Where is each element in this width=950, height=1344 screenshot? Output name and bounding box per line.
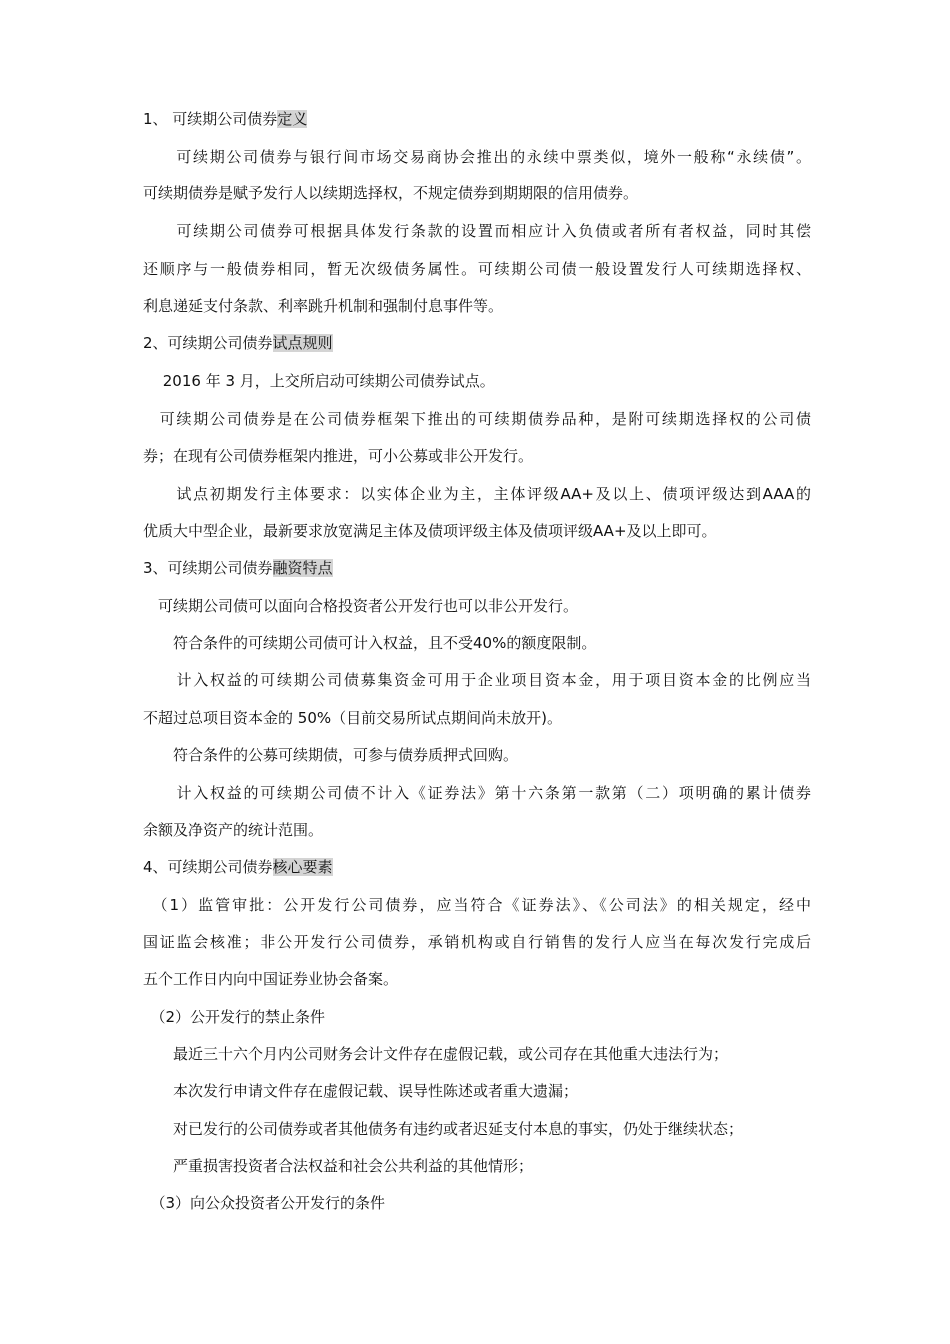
section-heading-1: 1、 可续期公司债券定义 bbox=[143, 110, 308, 128]
paragraph-line: 余额及净资产的统计范围。 bbox=[143, 821, 324, 839]
paragraph-line: （2）公开发行的禁止条件 bbox=[143, 1008, 326, 1026]
paragraph-line: 计入权益的可续期公司债募集资金可用于企业项目资本金，用于项目资本金的比例应当 bbox=[143, 671, 811, 689]
paragraph-line: 符合条件的公募可续期债，可参与债券质押式回购。 bbox=[143, 746, 519, 764]
paragraph-line: 国证监会核准；非公开发行公司债券，承销机构或自行销售的发行人应当在每次发行完成后 bbox=[143, 933, 811, 951]
paragraph-line: 利息递延支付条款、利率跳升机制和强制付息事件等。 bbox=[143, 297, 504, 315]
paragraph-line: 可续期公司债券与银行间市场交易商协会推出的永续中票类似，境外一般称“永续债”。 bbox=[143, 148, 811, 166]
paragraph-line: 可续期公司债券可根据具体发行条款的设置而相应计入负债或者所有者权益，同时其偿 bbox=[143, 222, 811, 240]
paragraph-line: 对已发行的公司债券或者其他债务有违约或者迟延支付本息的事实，仍处于继续状态； bbox=[143, 1120, 744, 1138]
paragraph-line: 优质大中型企业，最新要求放宽满足主体及债项评级主体及债项评级AA+及以上即可。 bbox=[143, 522, 717, 540]
paragraph-line: 券；在现有公司债券框架内推进，可小公募或非公开发行。 bbox=[143, 447, 534, 465]
section-heading-4: 4、可续期公司债券核心要素 bbox=[143, 858, 333, 876]
paragraph-line: 可续期债券是赋予发行人以续期选择权，不规定债券到期期限的信用债券。 bbox=[143, 184, 639, 202]
paragraph-line: （1）监管审批：公开发行公司债券，应当符合《证券法》、《公司法》的相关规定，经中 bbox=[143, 896, 811, 914]
paragraph-line: 还顺序与一般债券相同，暂无次级债务属性。可续期公司债一般设置发行人可续期选择权、 bbox=[143, 260, 811, 278]
section-heading-3: 3、可续期公司债券融资特点 bbox=[143, 559, 333, 577]
paragraph-line: 可续期公司债券是在公司债券框架下推出的可续期债券品种，是附可续期选择权的公司债 bbox=[143, 410, 811, 428]
paragraph-line: 可续期公司债可以面向合格投资者公开发行也可以非公开发行。 bbox=[143, 597, 579, 615]
heading-highlight: 试点规则 bbox=[272, 334, 333, 352]
paragraph-line: 五个工作日内向中国证券业协会备案。 bbox=[143, 970, 399, 988]
paragraph-line: 不超过总项目资本金的 50%（目前交易所试点期间尚未放开)。 bbox=[143, 709, 562, 727]
paragraph-line: 2016 年 3 月，上交所启动可续期公司债券试点。 bbox=[143, 372, 495, 390]
section-heading-2: 2、可续期公司债券试点规则 bbox=[143, 334, 333, 352]
paragraph-line: 本次发行申请文件存在虚假记载、误导性陈述或者重大遗漏； bbox=[143, 1082, 579, 1100]
heading-highlight: 核心要素 bbox=[272, 858, 333, 876]
paragraph-line: 严重损害投资者合法权益和社会公共利益的其他情形； bbox=[143, 1157, 534, 1175]
paragraph-line: 计入权益的可续期公司债不计入《证券法》第十六条第一款第（二）项明确的累计债券 bbox=[143, 784, 811, 802]
paragraph-line: （3）向公众投资者公开发行的条件 bbox=[143, 1194, 386, 1212]
paragraph-line: 符合条件的可续期公司债可计入权益，且不受40%的额度限制。 bbox=[143, 634, 597, 652]
heading-highlight: 融资特点 bbox=[272, 559, 333, 577]
paragraph-line: 试点初期发行主体要求：以实体企业为主，主体评级AA+及以上、债项评级达到AAA的 bbox=[143, 485, 811, 503]
heading-highlight: 定义 bbox=[277, 110, 308, 128]
paragraph-line: 最近三十六个月内公司财务会计文件存在虚假记载，或公司存在其他重大违法行为； bbox=[143, 1045, 729, 1063]
